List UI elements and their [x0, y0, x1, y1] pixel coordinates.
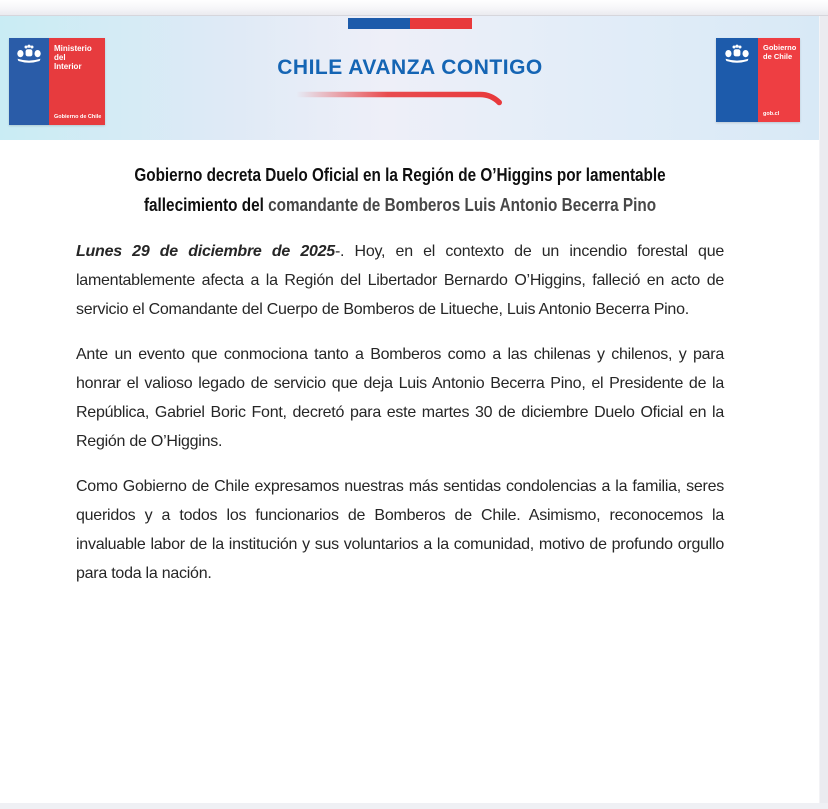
paragraph-1-text: -. Hoy, en el contexto de un incendio forestal que lamentablemente afecta a la Región del Libertador Bernardo O’Higgins, falleció en acto de servicio el Comandante del Cuerpo de Bomberos de Litueche, Luis Antonio Becerra Pino.: [76, 243, 724, 318]
viewport-right-edge: [819, 16, 828, 809]
viewport-bottom-edge: [0, 803, 828, 809]
article-title-line2: [125, 190, 676, 220]
press-release-body: [0, 140, 820, 588]
letterhead: [0, 16, 820, 140]
paragraph-2: Ante un evento que conmociona tanto a Bomberos como a las chilenas y chilenos, y para honrar el valioso legado de servicio que deja Luis Antonio Becerra Pino, el Presidente de la República, Gabriel Boric Font, decretó para este martes 30 de diciembre Duelo Oficial en la Región de O’Higgins.: [76, 346, 724, 450]
ministerio-logo-red-panel: [49, 38, 105, 125]
ministerio-logo-title-line2: Interior: [54, 62, 82, 71]
dateline: Lunes 29 de diciembre de 2025: [76, 243, 335, 260]
article-title-line2-regular: comandante de Bomberos Luis Antonio Becerra Pino: [263, 195, 657, 215]
ministerio-interior-logo: [9, 38, 105, 125]
chile-flag-bar: [348, 18, 472, 29]
article-title-line2-bold: fallecimiento del: [143, 195, 264, 215]
ministerio-logo-footer: Gobierno de Chile: [54, 114, 102, 120]
paragraph-3: Como Gobierno de Chile expresamos nuestras más sentidas condolencias a la familia, seres queridos y a todos los funcionarios de Bomberos de Chile. Asimismo, reconocemos la invaluable labor de la institución y sus voluntarios a la comunidad, motivo de profundo orgullo para toda la nación.: [76, 478, 724, 582]
ministerio-logo-blue-panel: [9, 38, 49, 125]
campaign-banner: [277, 56, 543, 109]
coat-of-arms-icon: [723, 44, 751, 68]
gobierno-logo-title-line1: Gobierno: [763, 43, 797, 52]
gobierno-de-chile-logo: [716, 38, 800, 122]
gobierno-logo-red-panel: [758, 38, 800, 122]
article-title-line1: Gobierno decreta Duelo Oficial en la Región de O’Higgins por lamentable: [134, 165, 666, 185]
article-title: [76, 160, 724, 220]
gobierno-logo-footer: gob.cl: [763, 111, 780, 117]
train-swoosh-icon: [293, 89, 528, 109]
ministerio-logo-title-line1: Ministerio del: [54, 44, 92, 62]
gobierno-logo-title-line2: de Chile: [763, 51, 793, 61]
document-page: [0, 16, 820, 803]
gobierno-logo-blue-panel: [716, 38, 758, 122]
campaign-slogan: CHILE AVANZA CONTIGO: [277, 56, 543, 79]
coat-of-arms-icon: [15, 44, 43, 68]
flag-bar-blue: [348, 18, 410, 29]
paragraph-1: [76, 237, 724, 324]
window-top-strip: [0, 0, 828, 16]
flag-bar-red: [410, 18, 472, 29]
